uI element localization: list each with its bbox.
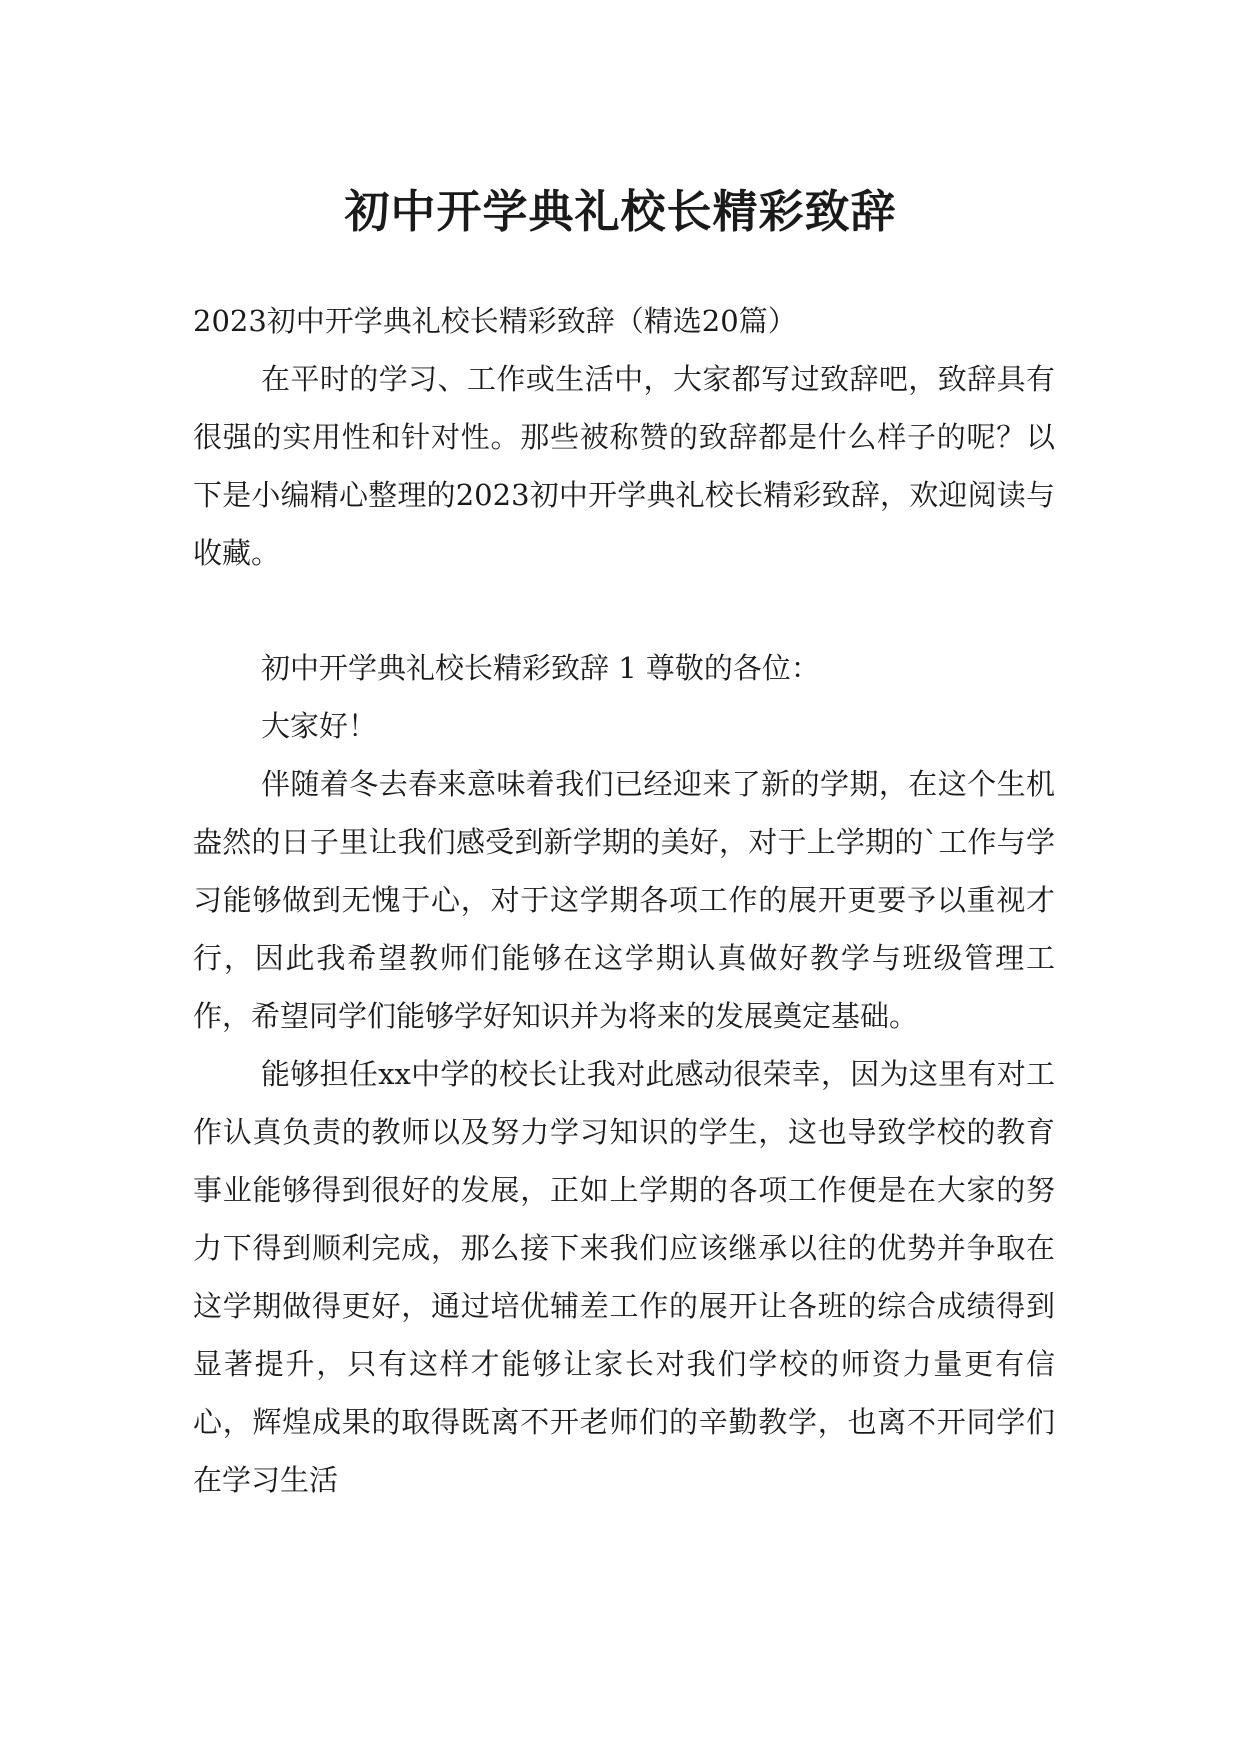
body-paragraph: 伴随着冬去春来意味着我们已经迎来了新的学期，在这个生机盎然的日子里让我们感受到新学期的美好，对于上学期的`工作与学习能够做到无愧于心，对于这学期各项工作的展开更要予以重视才行，因此我希望教师们能够在这学期认真做好教学与班级管理工作，希望同学们能够学好知识并为将来的发展奠定基础。: [193, 767, 1055, 1033]
intro-paragraph: 在平时的学习、工作或生活中，大家都写过致辞吧，致辞具有很强的实用性和针对性。那些被称赞的致辞都是什么样子的呢？以下是小编精心整理的2023初中开学典礼校长精彩致辞，欢迎阅读与收藏。: [193, 362, 1055, 570]
body-paragraph: 能够担任xx中学的校长让我对此感动很荣幸，因为这里有对工作认真负责的教师以及努力学习知识的学生，这也导致学校的教育事业能够得到很好的发展，正如上学期的各项工作便是在大家的努力下得到顺利完成，那么接下来我们应该继承以往的优势并争取在这学期做得更好，通过培优辅差工作的展开让各班的综合成绩得到显著提升，只有这样才能够让家长对我们学校的师资力量更有信心，辉煌成果的取得既离不开老师们的辛勤教学，也离不开同学们在学习生活: [193, 1057, 1055, 1497]
greeting-line: 大家好！: [261, 709, 378, 743]
document-title: 初中开学典礼校长精彩致辞: [344, 185, 897, 239]
document-subtitle: 2023初中开学典礼校长精彩致辞（精选20篇）: [193, 304, 797, 338]
document-body: [193, 292, 1055, 1509]
section-heading: 初中开学典礼校长精彩致辞 1 尊敬的各位：: [261, 651, 820, 685]
